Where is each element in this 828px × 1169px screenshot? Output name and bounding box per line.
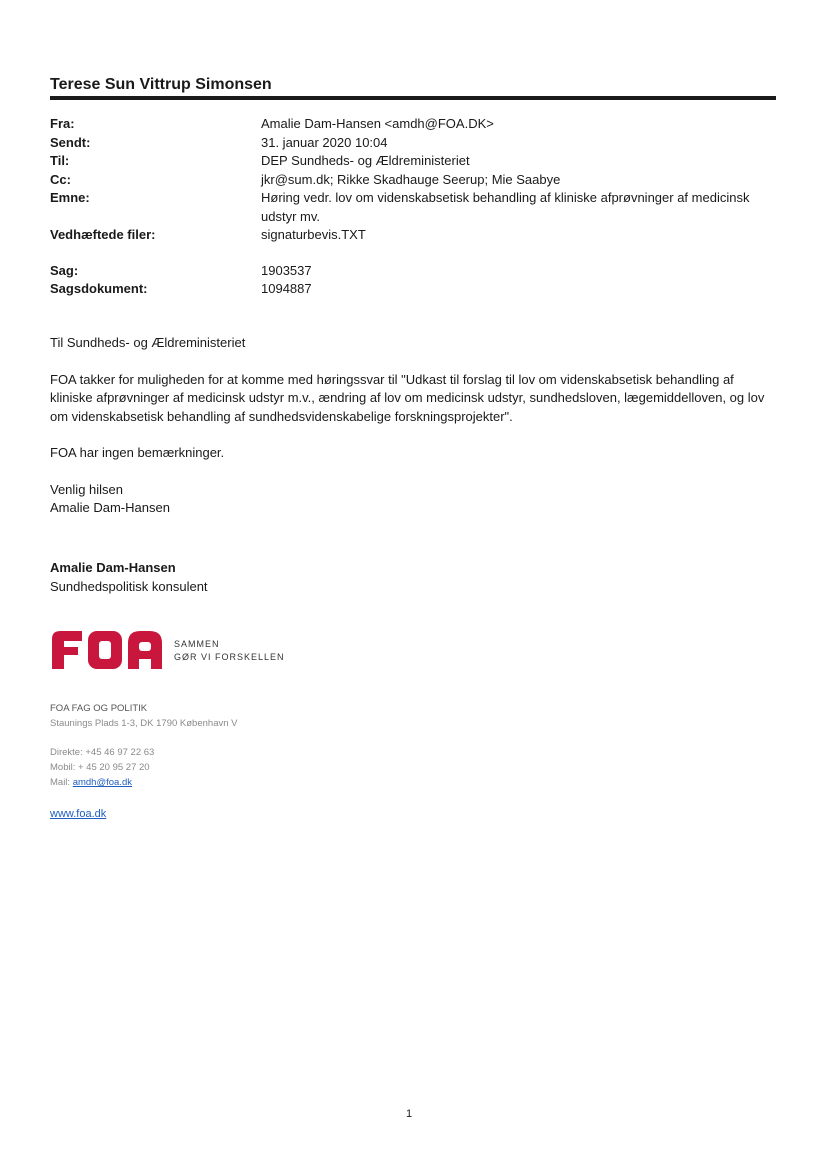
foa-logo-mark <box>50 627 165 671</box>
body-paragraph: FOA har ingen bemærkninger. <box>50 445 225 460</box>
website <box>50 808 106 820</box>
signature-name: Amalie Dam-Hansen <box>50 560 176 575</box>
mail-link[interactable]: amdh@foa.dk <box>72 777 132 788</box>
closing: Venlig hilsen <box>50 481 123 497</box>
field-value: 1903537 <box>261 262 312 278</box>
field-value: 1094887 <box>261 281 312 296</box>
tagline-line: SAMMEN <box>174 639 220 649</box>
field-label: Fra: <box>50 116 75 131</box>
address: Staunings Plads 1-3, DK 1790 København V <box>50 718 238 729</box>
header-rule <box>50 96 776 100</box>
field-label: Sag: <box>50 262 79 278</box>
field-label: Vedhæftede filer: <box>50 227 156 242</box>
field-label: Emne: <box>50 190 90 205</box>
page-number: 1 <box>406 1108 413 1120</box>
email-body <box>50 334 770 518</box>
signature-block <box>50 559 208 596</box>
email-header-fields <box>50 115 770 299</box>
field-label: Sagsdokument: <box>50 281 148 296</box>
field-spacer <box>50 245 770 262</box>
website-link[interactable]: www.foa.dk <box>50 808 107 820</box>
field-label: Sendt: <box>50 134 91 150</box>
field-cc <box>50 171 770 190</box>
greeting: Til Sundheds- og Ældreministeriet <box>50 335 246 350</box>
field-value: DEP Sundheds- og Ældreministeriet <box>261 153 470 168</box>
mail-line <box>50 775 237 790</box>
contact-block <box>50 701 237 790</box>
org-name: FOA FAG OG POLITIK <box>50 703 148 714</box>
field-value: Høring vedr. lov om videnskabsetisk behandling af kliniske afprøvninger af medicinsk udstyr mv. <box>261 190 750 224</box>
signature-title: Sundhedspolitisk konsulent <box>50 578 208 594</box>
field-to <box>50 152 770 171</box>
mailbox-owner-name: Terese Sun Vittrup Simonsen <box>50 76 272 93</box>
field-label: Til: <box>50 153 70 168</box>
body-paragraph: FOA takker for muligheden for at komme med høringssvar til "Udkast til forslag til lov om videnskabsetisk behandling af kliniske afprøvninger af medicinsk udstyr m.v., ændring af lov om medicinsk udstyr, sundhedsloven, lægemiddelloven, og lov om videnskabsetisk behandling af sundhedsvidenskabelige forskningsprojekter". <box>50 371 765 424</box>
closing-name: Amalie Dam-Hansen <box>50 500 170 515</box>
tagline-line: GØR VI FORSKELLEN <box>174 652 285 662</box>
field-case <box>50 262 770 281</box>
field-sent <box>50 134 770 153</box>
field-value: jkr@sum.dk; Rikke Skadhauge Seerup; Mie Saabye <box>261 171 561 187</box>
mail-label: Mail: <box>50 777 73 788</box>
phone-direct: Direkte: +45 46 97 22 63 <box>50 747 155 758</box>
logo-tagline <box>174 638 285 664</box>
field-label: Cc: <box>50 171 71 187</box>
field-case-document <box>50 280 770 299</box>
phone-mobile: Mobil: + 45 20 95 27 20 <box>50 762 150 773</box>
field-from <box>50 115 770 134</box>
field-subject <box>50 189 770 226</box>
field-value: 31. januar 2020 10:04 <box>261 134 388 150</box>
field-attachments <box>50 226 770 245</box>
field-value: Amalie Dam-Hansen <amdh@FOA.DK> <box>261 116 494 131</box>
attachment-file[interactable]: signaturbevis.TXT <box>261 227 366 242</box>
